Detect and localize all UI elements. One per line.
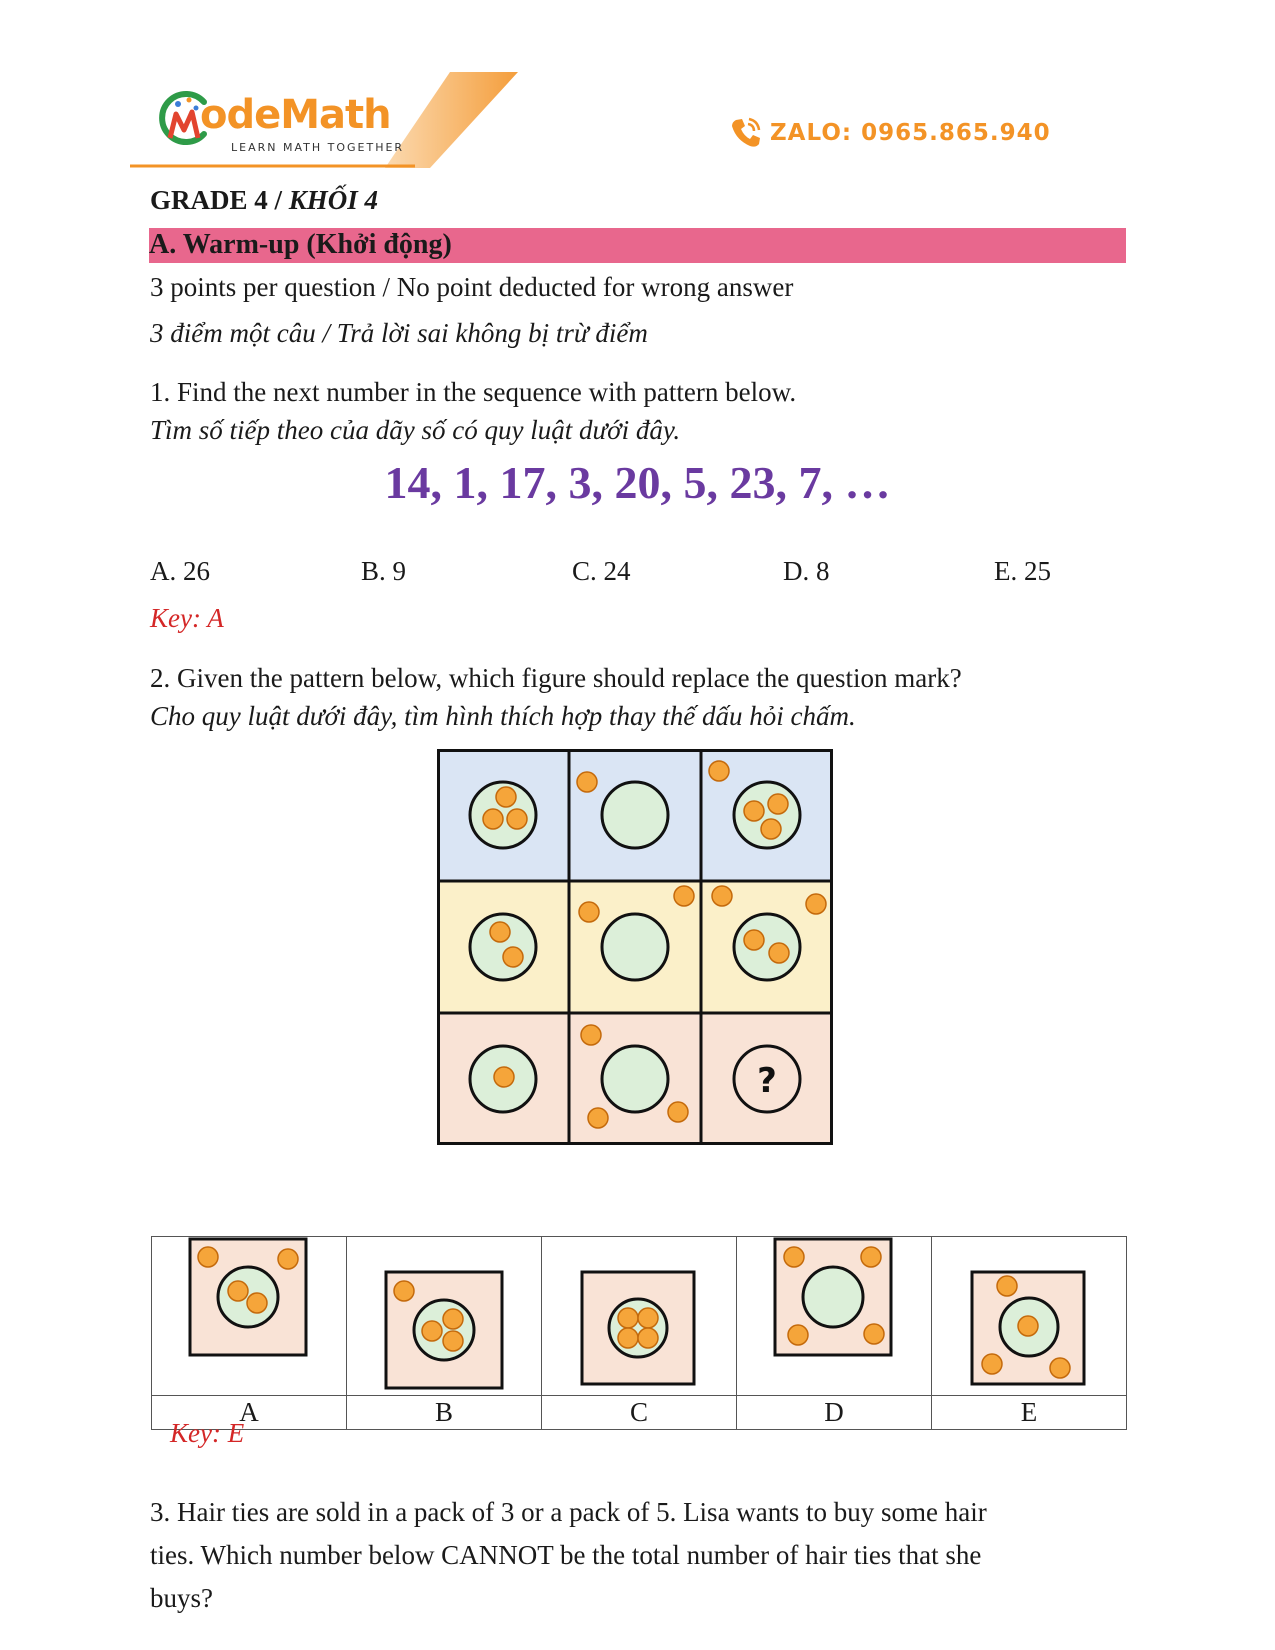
- q1-sequence: 14, 1, 17, 3, 20, 5, 23, 7, …: [384, 457, 891, 508]
- q2-option-b-figure[interactable]: [347, 1237, 542, 1396]
- grade-title: GRADE 4 / KHỐI 4: [150, 185, 379, 215]
- q1-choice-a: A. 26: [150, 556, 210, 586]
- option-a-figure-icon: [152, 1237, 346, 1390]
- grid-r2c2-circle: [602, 914, 668, 980]
- q3-prompt-line-1: 3. Hair ties are sold in a pack of 3 or a pack of 5. Lisa wants to buy some hair: [150, 1497, 987, 1527]
- q2-option-c-figure[interactable]: [542, 1237, 737, 1396]
- q2-option-a-figure[interactable]: [152, 1237, 347, 1396]
- q2-option-d-label[interactable]: D: [737, 1396, 932, 1430]
- q2-key: Key: E: [170, 1418, 245, 1448]
- q1-key: Key: A: [150, 603, 224, 633]
- section-header: [149, 228, 1126, 263]
- q1-choice-c: C. 24: [572, 556, 631, 586]
- logo-tagline: LEARN MATH TOGETHER: [231, 141, 405, 154]
- grid-r2c3-circle: [734, 914, 800, 980]
- logo-text: odeMath: [200, 92, 391, 138]
- q2-option-e-label[interactable]: E: [932, 1396, 1127, 1430]
- q2-prompt-en: 2. Given the pattern below, which figure should replace the question mark?: [150, 663, 962, 693]
- q2-option-b-label[interactable]: B: [347, 1396, 542, 1430]
- q2-option-c-label[interactable]: C: [542, 1396, 737, 1430]
- q1-choice-b: B. 9: [361, 556, 407, 586]
- q1-prompt-en: 1. Find the next number in the sequence with pattern below.: [150, 377, 797, 407]
- q1-prompt-vi: Tìm số tiếp theo của dãy số có quy luật dưới đây.: [150, 415, 681, 445]
- option-d-figure-icon: [737, 1237, 931, 1390]
- q2-options-table: [151, 1236, 1127, 1430]
- scoring-vi: 3 điểm một câu / Trả lời sai không bị trừ điểm: [150, 318, 648, 348]
- phone-icon: [728, 114, 764, 150]
- scoring-en: 3 points per question / No point deducted for wrong answer: [150, 272, 794, 302]
- grid-r1c2-circle: [602, 782, 668, 848]
- section-title: A. Warm-up (Khởi động): [149, 229, 452, 260]
- option-c-figure-icon: [542, 1237, 736, 1390]
- q3-prompt-line-3: buys?: [150, 1583, 213, 1613]
- q2-prompt-vi: Cho quy luật dưới đây, tìm hình thích hợp thay thế dấu hỏi chấm.: [150, 701, 856, 731]
- q3-prompt-line-2: ties. Which number below CANNOT be the total number of hair ties that she: [150, 1540, 982, 1570]
- question-mark: ?: [757, 1061, 777, 1101]
- q2-option-d-figure[interactable]: [737, 1237, 932, 1396]
- option-b-figure-icon: [347, 1237, 541, 1390]
- q2-option-a-label[interactable]: A: [152, 1396, 347, 1430]
- pattern-grid: [437, 749, 833, 1145]
- q2-option-e-figure[interactable]: [932, 1237, 1127, 1396]
- q1-choice-e: E. 25: [994, 556, 1051, 586]
- option-e-figure-icon: [932, 1237, 1126, 1390]
- zalo-contact: ZALO: 0965.865.940: [770, 120, 1051, 146]
- grid-r3c2-circle: [602, 1046, 668, 1112]
- q1-choice-d: D. 8: [783, 556, 830, 586]
